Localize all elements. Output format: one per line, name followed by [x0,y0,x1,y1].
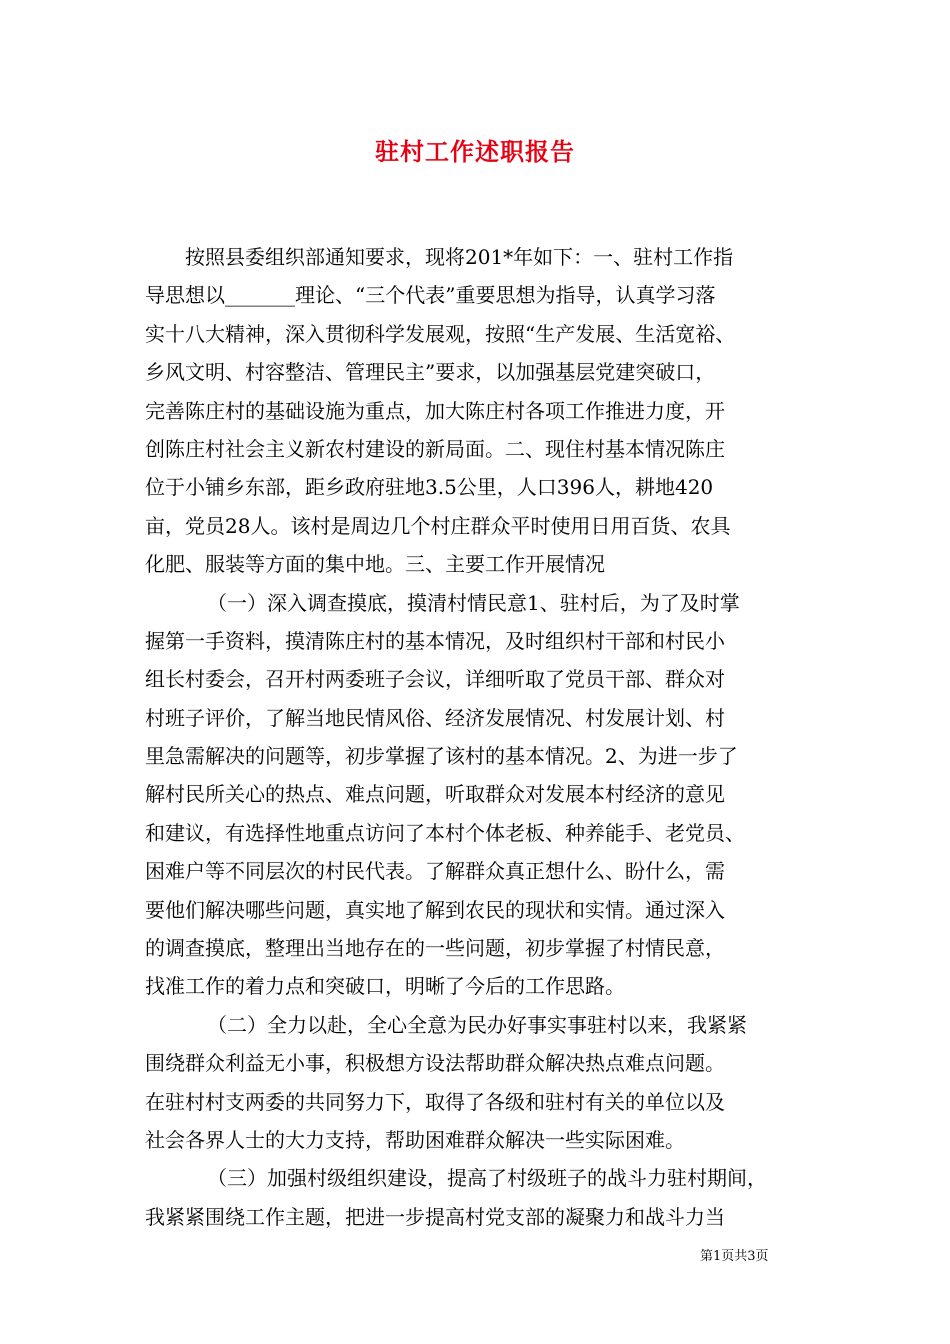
text-line: 按照县委组织部通知要求，现将201*年如下：一、驻村工作指 [185,245,734,269]
text-line: 组长村委会，召开村两委班子会议，详细听取了党员干部、群众对 [145,667,725,692]
text-line: 位于小铺乡东部，距乡政府驻地3.5公里，人口396人，耕地420 [145,475,714,500]
text-line: 的调查摸底，整理出当地存在的一些问题，初步掌握了村情民意， [145,936,725,961]
text-line: 和建议，有选择性地重点访问了本村个体老板、种养能手、老党员、 [145,820,745,845]
text-line: 亩，党员28人。该村是周边几个村庄群众平时使用日用百货、农具 [145,513,731,538]
text-line: 化肥、服装等方面的集中地。三、主要工作开展情况 [145,552,605,577]
text-line: （二）全力以赴，全心全意为民办好事实事驻村以来，我紧紧 [207,1012,747,1037]
text-line: 要他们解决哪些问题，真实地了解到农民的现状和实情。通过深入 [145,897,725,922]
document-body [145,238,813,1236]
text-line: 里急需解决的问题等，初步掌握了该村的基本情况。2、为进一步了 [145,744,738,769]
text-line: 导思想以_______理论、“三个代表”重要思想为指导，认真学习落 [145,283,716,308]
text-line: 创陈庄村社会主义新农村建设的新局面。二、现住村基本情况陈庄 [145,436,725,461]
text-line: 乡风文明、村容整洁、管理民主”要求，以加强基层党建突破口， [145,360,716,385]
text-line: 握第一手资料，摸清陈庄村的基本情况，及时组织村干部和村民小 [145,628,725,653]
text-line: 在驻村村支两委的共同努力下，取得了各级和驻村有关的单位以及 [145,1089,725,1114]
text-line: 解村民所关心的热点、难点问题，听取群众对发展本村经济的意见 [145,782,725,807]
text-line: 实十八大精神，深入贯彻科学发展观，按照“生产发展、生活宽裕、 [145,321,736,346]
text-line: 找准工作的着力点和突破口，明晰了今后的工作思路。 [145,974,625,999]
page-number: 第1页共3页 [700,1249,769,1264]
text-line: 村班子评价，了解当地民情风俗、经济发展情况、村发展计划、村 [145,705,725,730]
text-line: 社会各界人士的大力支持，帮助困难群众解决一些实际困难。 [145,1127,685,1152]
text-line: （一）深入调查摸底，摸清村情民意1、驻村后，为了及时掌 [207,590,740,615]
text-line: 我紧紧围绕工作主题，把进一步提高村党支部的凝聚力和战斗力当 [145,1204,725,1229]
text-line: 完善陈庄村的基础设施为重点，加大陈庄村各项工作推进力度，开 [145,398,725,423]
text-line: 困难户等不同层次的村民代表。了解群众真正想什么、盼什么，需 [145,859,725,884]
document-title: 驻村工作述职报告 [375,137,575,166]
text-line: 围绕群众利益无小事，积极想方设法帮助群众解决热点难点问题。 [145,1051,725,1076]
text-line: （三）加强村级组织建设，提高了村级班子的战斗力驻村期间， [207,1166,767,1191]
